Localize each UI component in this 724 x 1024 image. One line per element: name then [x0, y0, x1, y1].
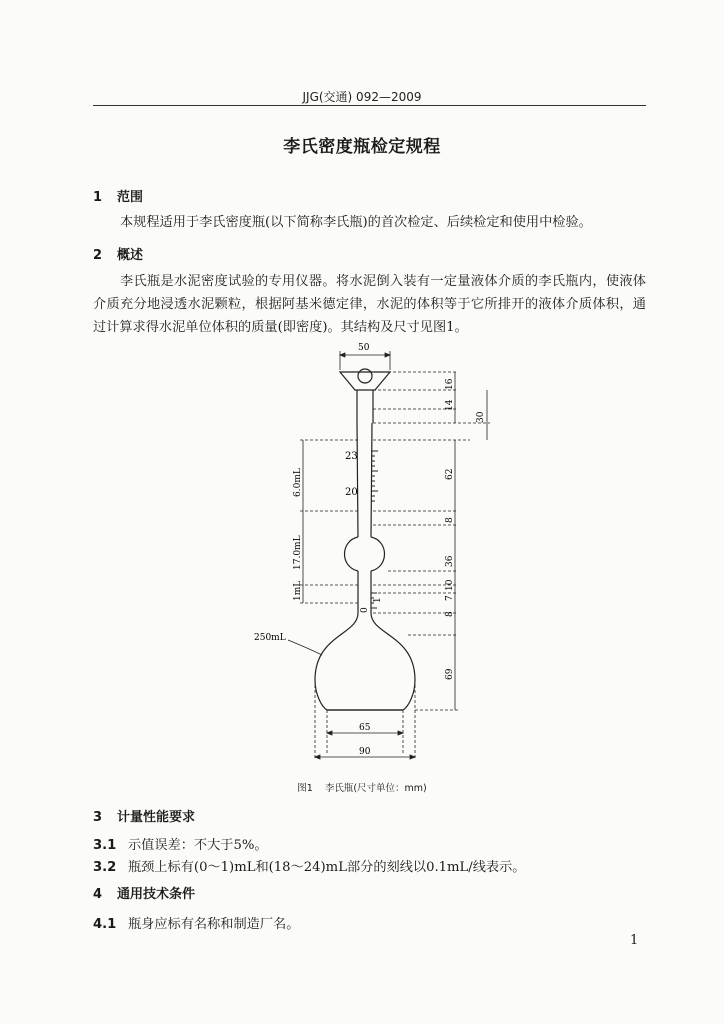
dim-62: 62	[445, 468, 455, 480]
dim-8-upper: 8	[445, 517, 455, 523]
section-title: 概述	[117, 248, 144, 263]
flask-neck-lower	[358, 571, 371, 613]
label-17ml: 17.0mL	[293, 535, 303, 570]
running-header: JJG(交通) 092—2009	[302, 90, 422, 104]
scale-label-20: 20	[345, 487, 358, 498]
section-number: 4	[93, 887, 103, 902]
section-number: 2	[93, 248, 103, 263]
section-number: 3	[93, 810, 103, 825]
label-1ml: 1mL	[293, 580, 303, 601]
li-flask-figure	[230, 335, 530, 775]
scale-label-23: 23	[345, 451, 358, 462]
figure-caption	[0, 780, 724, 794]
page-number: 1	[630, 933, 639, 948]
clause-text: 瓶颈上标有(0～1)mL和(18～24)mL部分的刻线以0.1mL/线表示。	[128, 860, 526, 875]
section-title: 范围	[117, 190, 144, 205]
flask-stopper	[358, 369, 372, 383]
dim-30: 30	[476, 411, 486, 423]
scale-label-1: 1	[373, 597, 383, 603]
dim-7: 7	[445, 595, 455, 601]
caption-text: 李氏瓶(尺寸单位：mm)	[324, 783, 427, 794]
clause-3-2	[93, 856, 526, 875]
dim-bottom-inner: 65	[359, 723, 371, 733]
dim-bottom-outer: 90	[359, 747, 371, 757]
flask-neck-top	[357, 390, 373, 423]
section-number: 1	[93, 190, 103, 205]
section-title: 通用技术条件	[117, 887, 196, 902]
clause-text: 示值误差：不大于5%。	[128, 838, 268, 853]
label-250ml: 250mL	[254, 633, 286, 643]
flask-body	[315, 613, 415, 710]
section-2-text: 李氏瓶是水泥密度试验的专用仪器。将水泥倒入装有一定量液体介质的李氏瓶内，使液体介质充分地浸透水泥颗粒，根据阿基米德定律，水泥的体积等于它所排开的液体介质体积，通过计算求得水泥单位体积的质量(即密度)。其结构及尺寸见图1。	[93, 274, 646, 335]
clause-4-1	[93, 913, 299, 932]
section-4-heading	[93, 883, 195, 902]
dim-14: 14	[445, 399, 455, 411]
section-1-heading	[93, 186, 143, 205]
flask-funnel	[340, 372, 390, 390]
header-rule	[93, 105, 646, 106]
dim-36: 36	[445, 555, 455, 567]
flask-bulb	[345, 537, 385, 571]
clause-3-1	[93, 834, 268, 853]
caption-number: 图1	[297, 783, 313, 794]
label-6ml: 6.0mL	[293, 468, 303, 497]
scale-label-0: 0	[360, 607, 370, 613]
dim-16: 16	[445, 378, 455, 390]
clause-number: 4.1	[93, 917, 117, 932]
dim-69: 69	[445, 668, 455, 680]
section-title: 计量性能要求	[117, 810, 196, 825]
clause-text: 瓶身应标有名称和制造厂名。	[128, 917, 300, 932]
dim-10: 10	[445, 579, 455, 591]
clause-number: 3.1	[93, 838, 117, 853]
dim-8-lower: 8	[445, 611, 455, 617]
document-title: 李氏密度瓶检定规程	[283, 137, 441, 157]
section-3-heading	[93, 806, 195, 825]
clause-number: 3.2	[93, 860, 117, 875]
dim-top-width: 50	[358, 343, 370, 353]
section-2-heading	[93, 244, 143, 263]
section-1-text: 本规程适用于李氏密度瓶(以下简称李氏瓶)的首次检定、后续检定和使用中检验。	[120, 215, 592, 230]
flask-neck-upper	[357, 423, 372, 537]
